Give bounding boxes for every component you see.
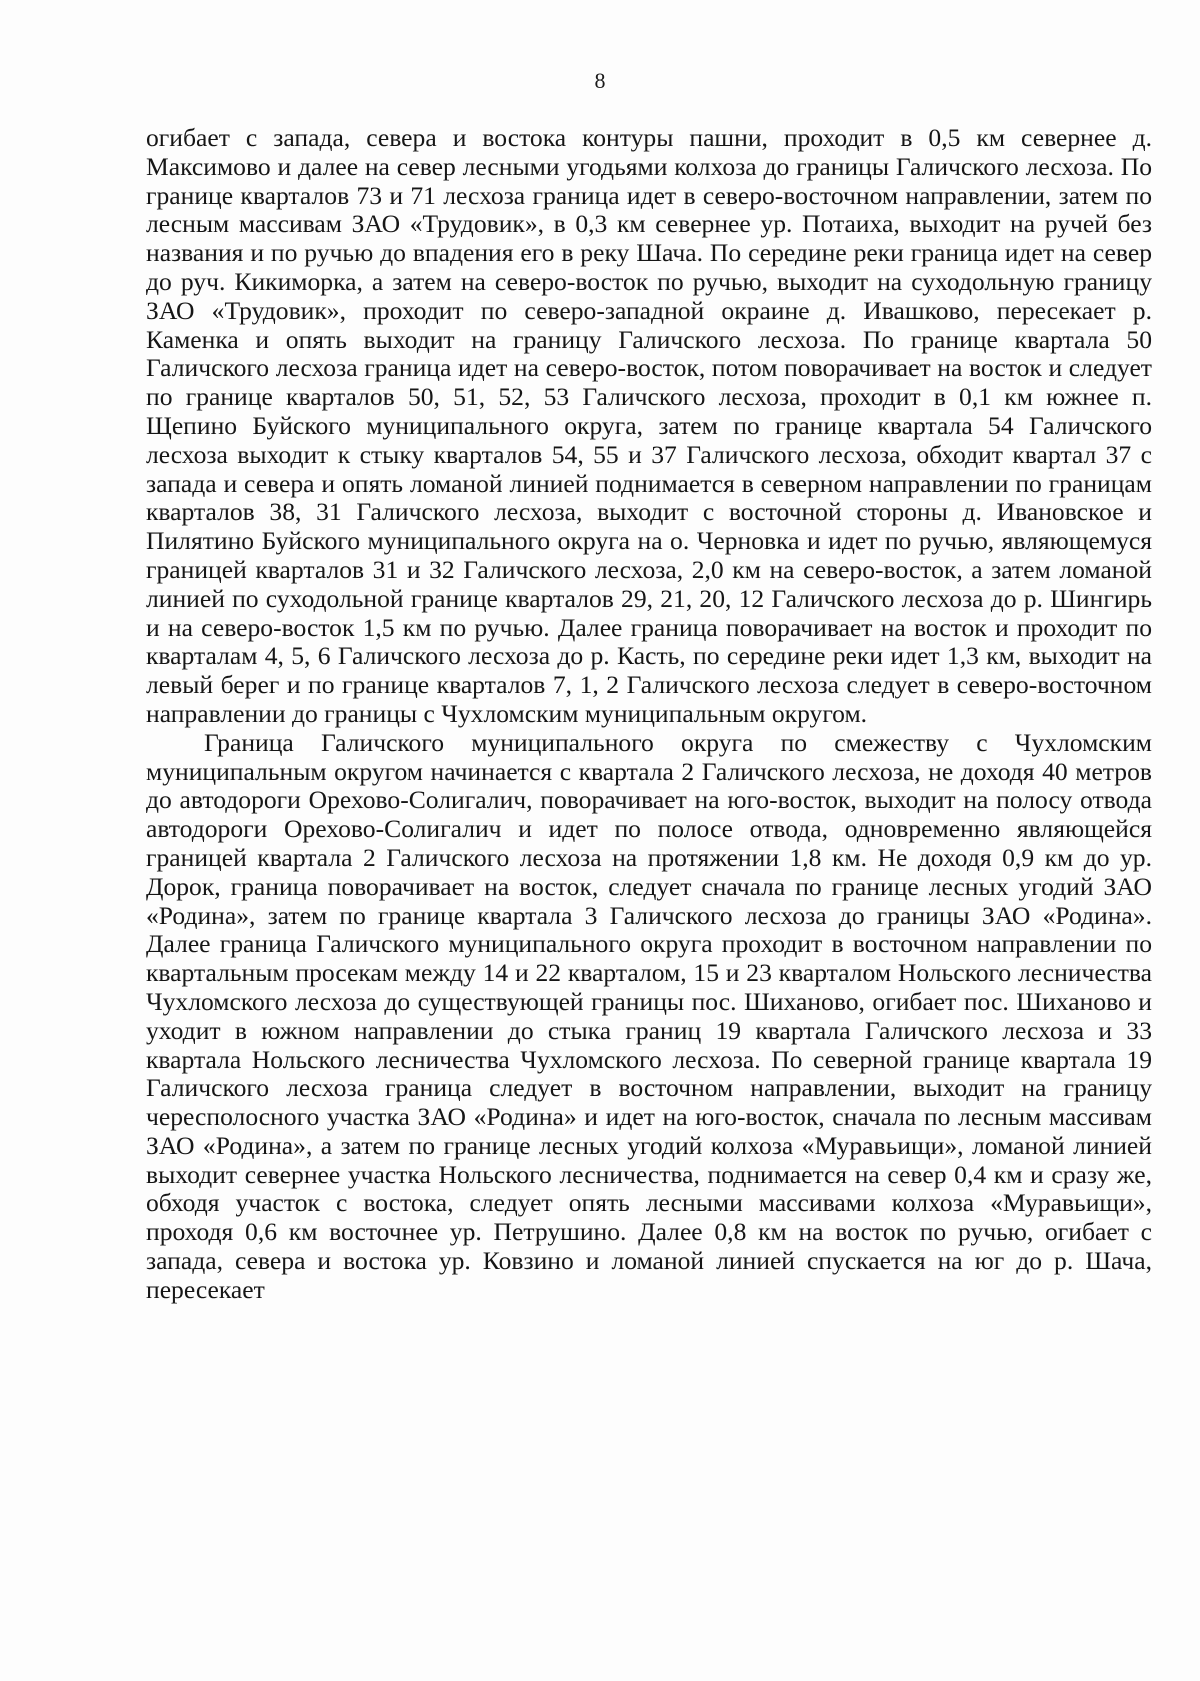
document-body bbox=[146, 124, 1152, 1305]
paragraph-1: огибает с запада, севера и востока контуры пашни, проходит в 0,5 км севернее д. Максимово и далее на север лесными угодьями колхоза до границы Галичского лесхоза. По границе кварталов 73 и 71 лесхоза граница идет в северо-восточном направлении, затем по лесным массивам ЗАО «Трудовик», в 0,3 км севернее ур. Потаиха, выходит на ручей без названия и по ручью до впадения его в реку Шача. По середине реки граница идет на север до руч. Кикиморка, а затем на северо-восток по ручью, выходит на суходольную границу ЗАО «Трудовик», проходит по северо-западной окраине д. Ивашково, пересекает р. Каменка и опять выходит на границу Галичского лесхоза. По границе квартала 50 Галичского лесхоза граница идет на северо-восток, потом поворачивает на восток и следует по границе кварталов 50, 51, 52, 53 Галичского лесхоза, проходит в 0,1 км южнее п. Щепино Буйского муниципального округа, затем по границе квартала 54 Галичского лесхоза выходит к стыку кварталов 54, 55 и 37 Галичского лесхоза, обходит квартал 37 с запада и севера и опять ломаной линией поднимается в северном направлении по границам кварталов 38, 31 Галичского лесхоза, выходит с восточной стороны д. Ивановское и Пилятино Буйского муниципального округа на о. Черновка и идет по ручью, являющемуся границей кварталов 31 и 32 Галичского лесхоза, 2,0 км на северо-восток, а затем ломаной линией по суходольной границе кварталов 29, 21, 20, 12 Галичского лесхоза до р. Шингирь и на северо-восток 1,5 км по ручью. Далее граница поворачивает на восток и проходит по кварталам 4, 5, 6 Галичского лесхоза до р. Касть, по середине реки идет 1,3 км, выходит на левый берег и по границе кварталов 7, 1, 2 Галичского лесхоза следует в северо-восточном направлении до границы с Чухломским муниципальным округом. bbox=[146, 123, 1152, 728]
paragraph-2: Граница Галичского муниципального округа по смежеству с Чухломским муниципальным округом начинается с квартала 2 Галичского лесхоза, не доходя 40 метров до автодороги Орехово-Солигалич, поворачивает на юго-восток, выходит на полосу отвода автодороги Орехово-Солигалич и идет по полосе отвода, одновременно являющейся границей квартала 2 Галичского лесхоза на протяжении 1,8 км. Не доходя 0,9 км до ур. Дорок, граница поворачивает на восток, следует сначала по границе лесных угодий ЗАО «Родина», затем по границе квартала 3 Галичского лесхоза до границы ЗАО «Родина». Далее граница Галичского муниципального округа проходит в восточном направлении по квартальным просекам между 14 и 22 кварталом, 15 и 23 кварталом Нольского лесничества Чухломского лесхоза до существующей границы пос. Шиханово, огибает пос. Шиханово и уходит в южном направлении до стыка границ 19 квартала Галичского лесхоза и 33 квартала Нольского лесничества Чухломского лесхоза. По северной границе квартала 19 Галичского лесхоза граница следует в восточном направлении, выходит на границу чересполосного участка ЗАО «Родина» и идет на юго-восток, сначала по лесным массивам ЗАО «Родина», а затем по границе лесных угодий колхоза «Муравьищи», ломаной линией выходит севернее участка Нольского лесничества, поднимается на север 0,4 км и сразу же, обходя участок с востока, следует опять лесными массивами колхоза «Муравьищи», проходя 0,6 км восточнее ур. Петрушино. Далее 0,8 км на восток по ручью, огибает с запада, севера и востока ур. Ковзино и ломаной линией спускается на юг до р. Шача, пересекает bbox=[146, 727, 1152, 1304]
page-number: 8 bbox=[594, 68, 606, 93]
